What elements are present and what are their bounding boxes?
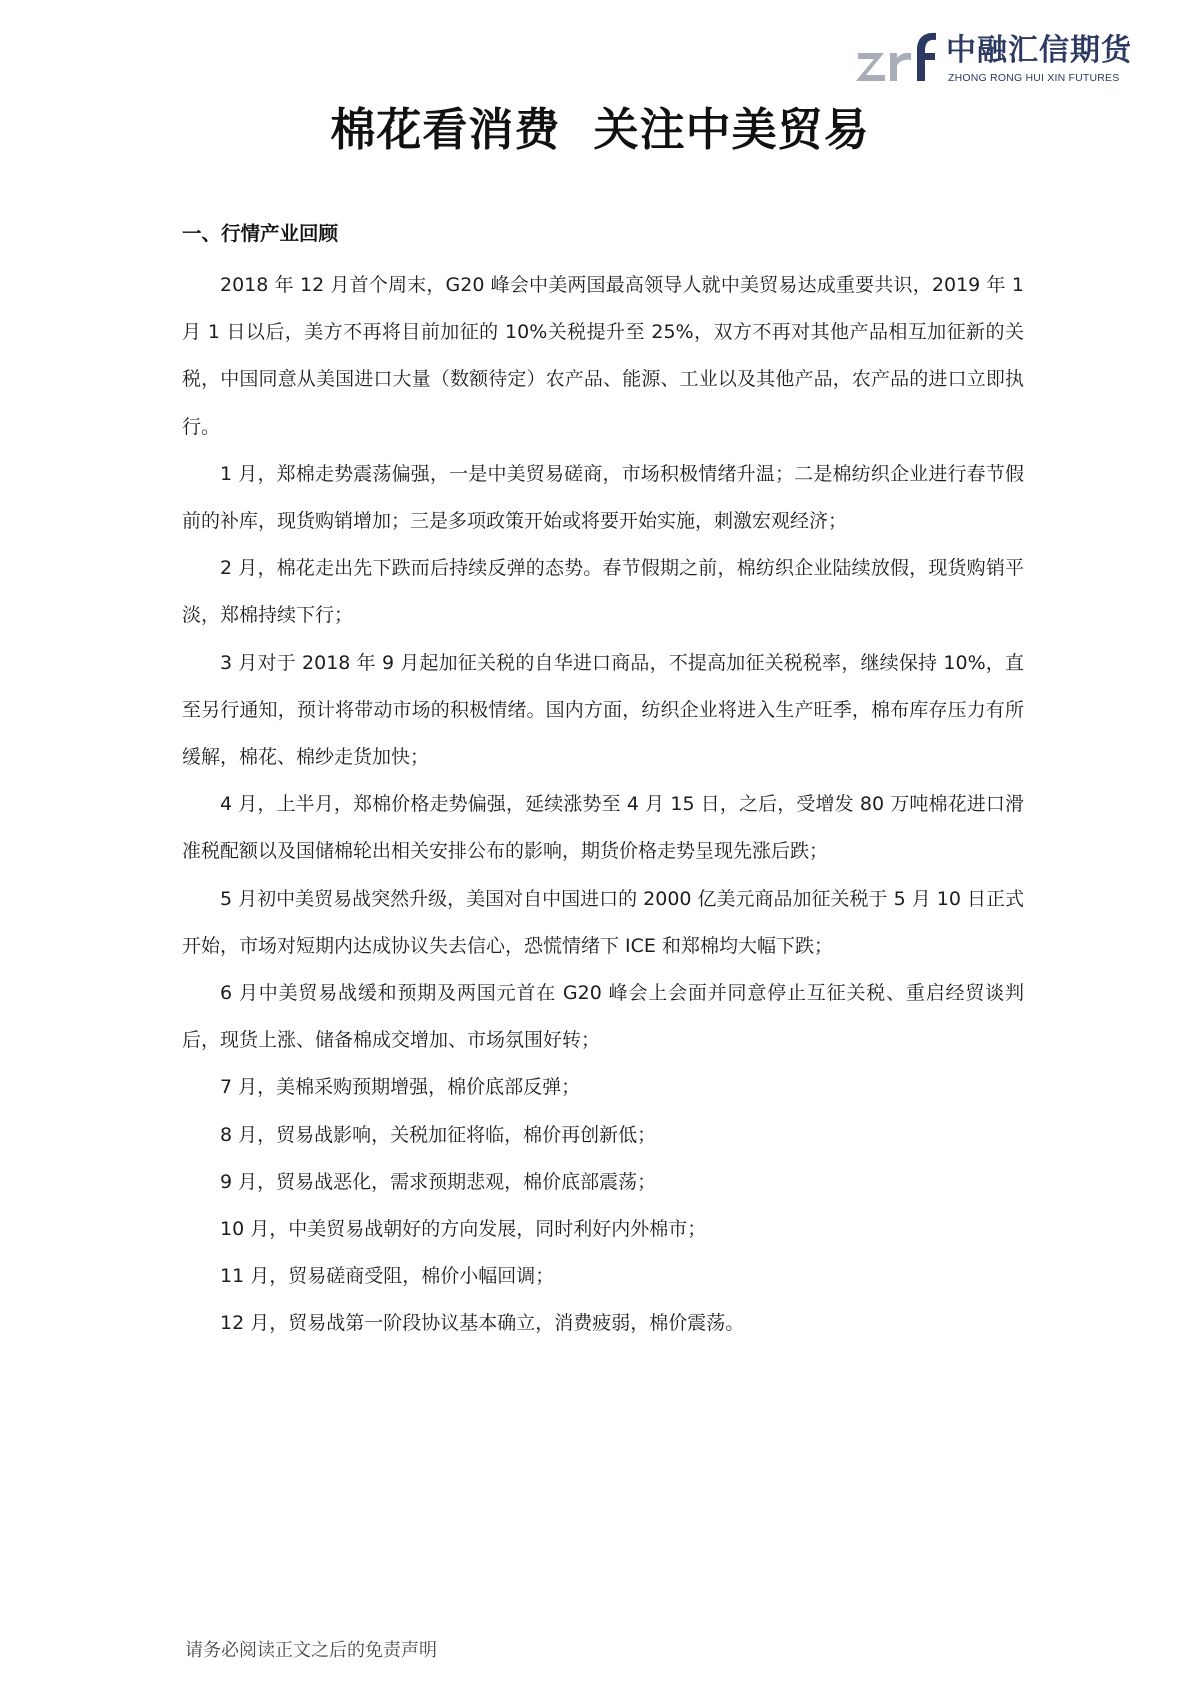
body-text bbox=[182, 262, 1024, 1348]
paragraph: 8 月，贸易战影响，关税加征将临，棉价再创新低； bbox=[220, 1123, 657, 1146]
paragraph: 4 月，上半月，郑棉价格走势偏强，延续涨势至 4 月 15 日，之后，受增发 80 万吨棉花进口滑准税配额以及国储棉轮出相关安排公布的影响，期货价格走势呈现先涨后跌； bbox=[182, 793, 1024, 863]
paragraph: 2 月，棉花走出先下跌而后持续反弹的态势。春节假期之前，棉纺织企业陆续放假，现货购销平淡，郑棉持续下行； bbox=[182, 557, 1024, 627]
section-heading: 一、行情产业回顾 bbox=[182, 222, 339, 245]
paragraph: 11 月，贸易磋商受阻，棉价小幅回调； bbox=[220, 1265, 555, 1288]
paragraph: 3 月对于 2018 年 9 月起加征关税的自华进口商品，不提高加征关税税率，继续保持 10%，直至另行通知，预计将带动市场的积极情绪。国内方面，纺织企业将进入生产旺季，棉布库存压力有所缓解，棉花、棉纱走货加快； bbox=[182, 651, 1024, 769]
page-title: 棉花看消费 关注中美贸易 bbox=[330, 103, 870, 156]
logo-chinese-name: 中融汇信期货 bbox=[946, 33, 1132, 68]
paragraph: 9 月，贸易战恶化，需求预期悲观，棉价底部震荡； bbox=[220, 1170, 657, 1193]
paragraph: 6 月中美贸易战缓和预期及两国元首在 G20 峰会上会面并同意停止互征关税、重启经贸谈判后，现货上涨、储备棉成交增加、市场氛围好转； bbox=[182, 982, 1024, 1052]
disclaimer-footer: 请务必阅读正文之后的免责声明 bbox=[185, 1640, 437, 1661]
paragraph: 7 月，美棉采购预期增强，棉价底部反弹； bbox=[220, 1076, 581, 1099]
paragraph: 5 月初中美贸易战突然升级，美国对自中国进口的 2000 亿美元商品加征关税于 5 月 10 日正式开始，市场对短期内达成协议失去信心，恐慌情绪下 ICE 和郑棉均大幅下跌； bbox=[182, 887, 1024, 957]
zrf-logo-mark-icon bbox=[852, 26, 944, 94]
paragraph: 1 月，郑棉走势震荡偏强，一是中美贸易磋商，市场积极情绪升温；二是棉纺织企业进行春节假前的补库，现货购销增加；三是多项政策开始或将要开始实施，刺激宏观经济； bbox=[182, 462, 1024, 533]
paragraph: 2018 年 12 月首个周末，G20 峰会中美两国最高领导人就中美贸易达成重要共识，2019 年 1 月 1 日以后，美方不再将目前加征的 10%关税提升至 25%，双方不再对其他产品相互加征新的关税，中国同意从美国进口大量（数额待定）农产品、能源、工业以及其他产品，农产品的进口立即执行。 bbox=[182, 274, 1024, 438]
paragraph: 12 月，贸易战第一阶段协议基本确立，消费疲弱，棉价震荡。 bbox=[220, 1312, 745, 1335]
logo-english-name: ZHONG RONG HUI XIN FUTURES bbox=[948, 72, 1120, 84]
paragraph: 10 月，中美贸易战朝好的方向发展，同时利好内外棉市； bbox=[220, 1218, 707, 1241]
company-logo bbox=[852, 26, 1130, 94]
